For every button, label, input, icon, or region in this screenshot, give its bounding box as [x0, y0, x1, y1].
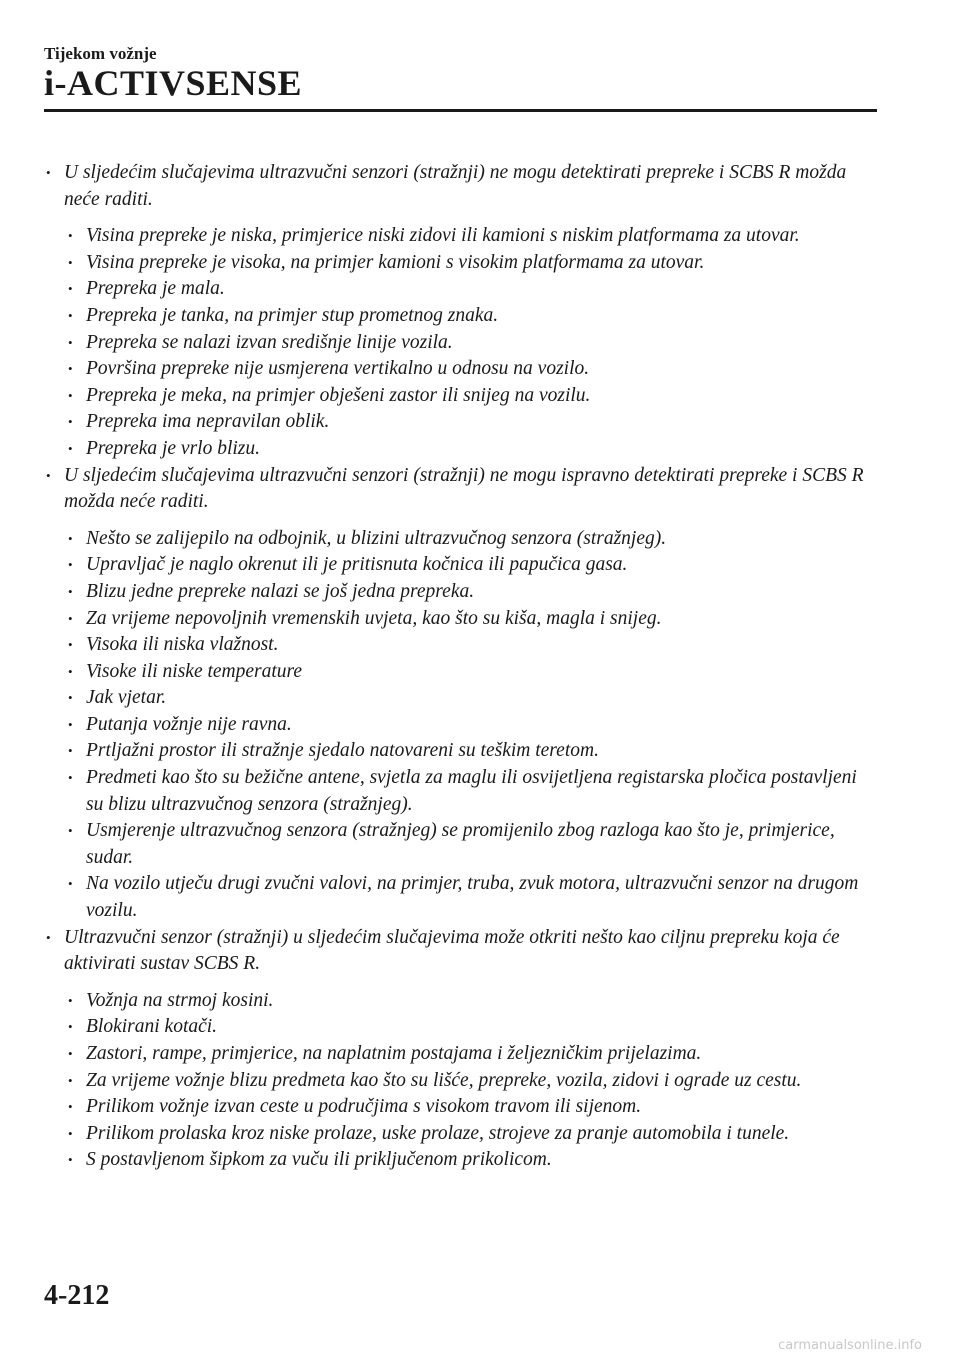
- page-number: 4-212: [44, 1280, 110, 1311]
- sub-list: [44, 526, 874, 925]
- sub-bullet-item: • Blokirani kotači.: [44, 1014, 874, 1041]
- sub-bullet-item: • Visoke ili niske temperature: [44, 659, 874, 686]
- bullet-item: • U sljedećim slučajevima ultrazvučni senzori (stražnji) ne mogu detektirati prepreke i SCBS R možda neće raditi.: [44, 160, 874, 213]
- sub-bullet-item: • Za vrijeme vožnje blizu predmeta kao što su lišće, prepreke, vozila, zidovi i ograde uz cestu.: [44, 1068, 874, 1095]
- sub-bullet-item: • Blizu jedne prepreke nalazi se još jedna prepreka.: [44, 579, 874, 606]
- sub-bullet-item: • Prepreka je meka, na primjer obješeni zastor ili snijeg na vozilu.: [44, 383, 874, 410]
- sub-bullet-item: • Zastori, rampe, primjerice, na naplatnim postajama i željezničkim prijelazima.: [44, 1041, 874, 1068]
- sub-list: [44, 223, 874, 462]
- section-subtitle: Tijekom vožnje: [44, 44, 157, 63]
- sub-bullet-item: • Na vozilo utječu drugi zvučni valovi, na primjer, truba, zvuk motora, ultrazvučni senzor na drugom vozilu.: [44, 871, 874, 924]
- sub-bullet-item: • Putanja vožnje nije ravna.: [44, 712, 874, 739]
- sub-bullet-item: • Nešto se zalijepilo na odbojnik, u blizini ultrazvučnog senzora (stražnjeg).: [44, 526, 874, 553]
- sub-bullet-item: • Prilikom vožnje izvan ceste u područjima s visokom travom ili sijenom.: [44, 1094, 874, 1121]
- sub-bullet-item: • Prepreka je vrlo blizu.: [44, 436, 874, 463]
- sub-bullet-item: • Prepreka je mala.: [44, 276, 874, 303]
- sub-bullet-item: • Predmeti kao što su bežične antene, svjetla za maglu ili osvijetljena registarska pločica postavljeni su blizu ultrazvučnog senzora (stražnjeg).: [44, 765, 874, 818]
- content-body: [44, 160, 874, 1174]
- sub-bullet-item: • Prepreka se nalazi izvan središnje linije vozila.: [44, 330, 874, 357]
- sub-bullet-item: • Vožnja na strmoj kosini.: [44, 988, 874, 1015]
- sub-bullet-item: • Visina prepreke je niska, primjerice niski zidovi ili kamioni s niskim platformama za utovar.: [44, 223, 874, 250]
- page-title: i-ACTIVSENSE: [44, 63, 303, 103]
- sub-bullet-item: • Upravljač je naglo okrenut ili je pritisnuta kočnica ili papučica gasa.: [44, 552, 874, 579]
- sub-bullet-item: • S postavljenom šipkom za vuču ili priključenom prikolicom.: [44, 1147, 874, 1174]
- watermark: carmanualsonline.info: [778, 1338, 922, 1353]
- sub-bullet-item: • Visina prepreke je visoka, na primjer kamioni s visokim platformama za utovar.: [44, 250, 874, 277]
- sub-bullet-item: • Usmjerenje ultrazvučnog senzora (stražnjeg) se promijenilo zbog razloga kao što je, primjerice, sudar.: [44, 818, 874, 871]
- sub-list: [44, 988, 874, 1174]
- sub-bullet-item: • Za vrijeme nepovoljnih vremenskih uvjeta, kao što su kiša, magla i snijeg.: [44, 606, 874, 633]
- sub-bullet-item: • Visoka ili niska vlažnost.: [44, 632, 874, 659]
- sub-bullet-item: • Prilikom prolaska kroz niske prolaze, uske prolaze, strojeve za pranje automobila i tunele.: [44, 1121, 874, 1148]
- sub-bullet-item: • Površina prepreke nije usmjerena vertikalno u odnosu na vozilo.: [44, 356, 874, 383]
- bullet-item: • Ultrazvučni senzor (stražnji) u sljedećim slučajevima može otkriti nešto kao ciljnu prepreku koja će aktivirati sustav SCBS R.: [44, 925, 874, 978]
- sub-bullet-item: • Jak vjetar.: [44, 685, 874, 712]
- sub-bullet-item: • Prtljažni prostor ili stražnje sjedalo natovareni su teškim teretom.: [44, 738, 874, 765]
- bullet-item: • U sljedećim slučajevima ultrazvučni senzori (stražnji) ne mogu ispravno detektirati prepreke i SCBS R možda neće raditi.: [44, 463, 874, 516]
- header-divider: [44, 109, 877, 112]
- sub-bullet-item: • Prepreka ima nepravilan oblik.: [44, 409, 874, 436]
- sub-bullet-item: • Prepreka je tanka, na primjer stup prometnog znaka.: [44, 303, 874, 330]
